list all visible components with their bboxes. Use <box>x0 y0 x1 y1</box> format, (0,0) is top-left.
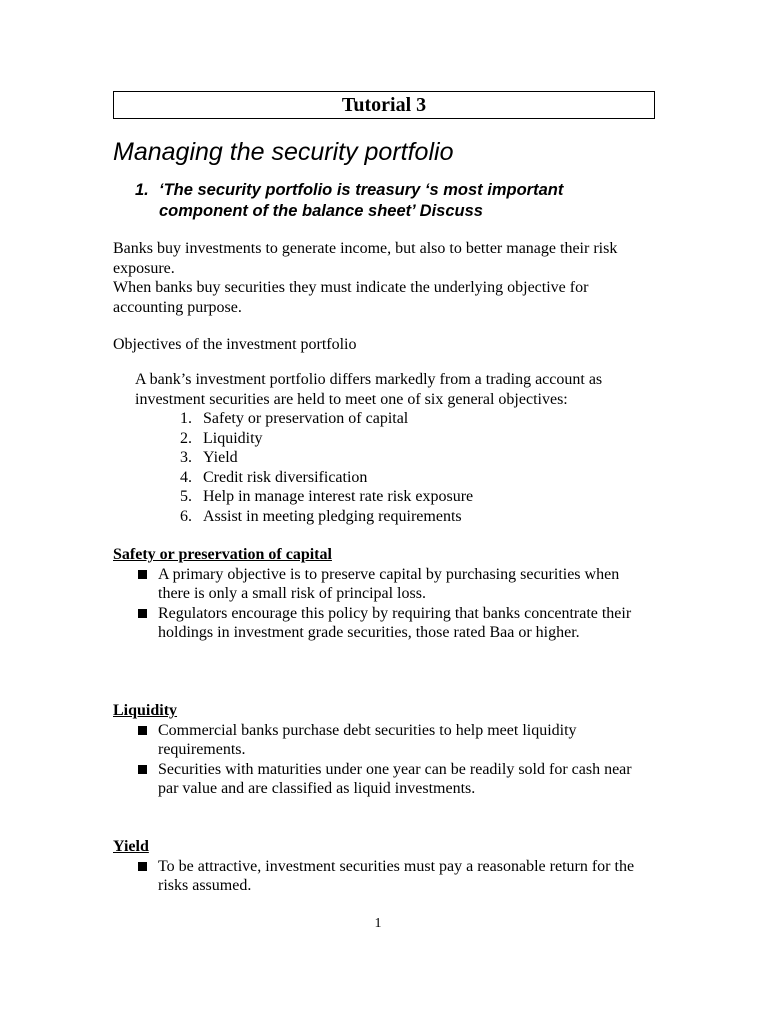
objectives-block <box>135 370 655 526</box>
square-bullet-icon <box>138 609 147 618</box>
list-item <box>180 429 655 449</box>
main-heading: Managing the security portfolio <box>113 138 454 166</box>
page-number: 1 <box>374 916 382 931</box>
objectives-list <box>135 409 655 526</box>
bullet-text: Regulators encourage this policy by requiring that banks concentrate their holdings in investment grade securities, those rated Baa or higher. <box>158 604 632 641</box>
liquidity-section <box>113 701 653 799</box>
section-title-liquidity: Liquidity <box>113 702 178 719</box>
list-item-number: 3. <box>180 449 192 466</box>
list-item-number: 5. <box>180 488 192 505</box>
question-1 <box>135 180 655 222</box>
bullet-item <box>113 721 653 760</box>
yield-bullets <box>113 857 653 896</box>
list-item-text: Help in manage interest rate risk exposure <box>203 488 474 505</box>
safety-section <box>113 545 653 643</box>
bullet-text: Securities with maturities under one year can be readily sold for cash near par value and are classified as liquid investments. <box>158 760 632 797</box>
bullet-text: A primary objective is to preserve capital by purchasing securities when there is only a small risk of principal loss. <box>158 565 620 602</box>
list-item <box>180 487 655 507</box>
square-bullet-icon <box>138 862 147 871</box>
tutorial-title: Tutorial 3 <box>113 91 655 119</box>
square-bullet-icon <box>138 570 147 579</box>
safety-bullets <box>113 565 653 643</box>
intro-paragraph-2: When banks buy securities they must indicate the underlying objective for accounting purpose. <box>113 279 589 316</box>
intro-block <box>113 239 653 317</box>
list-item-text: Safety or preservation of capital <box>203 410 409 427</box>
bullet-item <box>113 565 653 604</box>
bullet-item <box>113 760 653 799</box>
bullet-item <box>113 604 653 643</box>
liquidity-bullets <box>113 721 653 799</box>
list-item-text: Assist in meeting pledging requirements <box>203 507 462 525</box>
list-item-number: 2. <box>180 429 192 447</box>
question-text: ‘The security portfolio is treasury ‘s most important component of the balance sheet’ Discuss <box>159 181 564 220</box>
objectives-heading: Objectives of the investment portfolio <box>113 336 357 353</box>
section-title-yield: Yield <box>113 838 149 855</box>
question-number: 1. <box>135 181 149 199</box>
list-item-text: Yield <box>203 449 238 466</box>
list-item <box>180 409 655 429</box>
bullet-text: To be attractive, investment securities must pay a reasonable return for the risks assumed. <box>158 857 635 894</box>
list-item-number: 4. <box>180 468 192 486</box>
bullet-text: Commercial banks purchase debt securities to help meet liquidity requirements. <box>158 721 577 758</box>
intro-paragraph-1: Banks buy investments to generate income, but also to better manage their risk exposure. <box>113 240 618 277</box>
yield-section <box>113 837 653 896</box>
list-item-number: 1. <box>180 410 192 427</box>
section-title-safety: Safety or preservation of capital <box>113 546 332 563</box>
list-item-number: 6. <box>180 507 192 525</box>
list-item-text: Credit risk diversification <box>203 468 368 486</box>
list-item <box>180 448 655 468</box>
objectives-heading-block <box>113 335 653 355</box>
bullet-item <box>113 857 653 896</box>
list-item-text: Liquidity <box>203 429 263 447</box>
list-item <box>180 468 655 488</box>
square-bullet-icon <box>138 726 147 735</box>
list-item <box>180 507 655 527</box>
objectives-intro: A bank’s investment portfolio differs markedly from a trading account as investment securities are held to meet one of six general objectives: <box>135 371 603 408</box>
square-bullet-icon <box>138 765 147 774</box>
